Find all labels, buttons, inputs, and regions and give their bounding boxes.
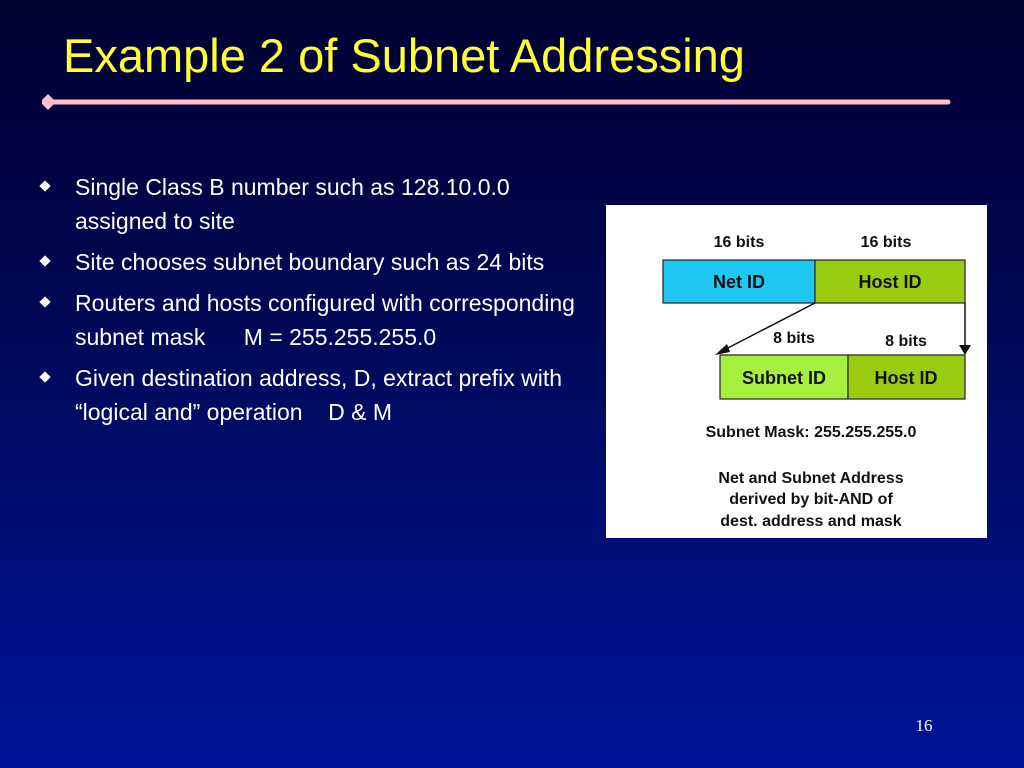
subnet-diagram	[606, 205, 987, 538]
top-bits-label-right: 16 bits	[860, 234, 912, 251]
bullet-text: Site chooses subnet boundary such as 24 bits	[75, 249, 545, 275]
page-number: 16	[915, 716, 933, 735]
mid-bits-label-left: 8 bits	[773, 330, 815, 347]
caption-line-1: Net and Subnet Address	[718, 470, 904, 487]
bullet-text: Given destination address, D, extract prefix with “logical and” operation D & M	[75, 365, 563, 425]
caption-line-3: dest. address and mask	[720, 513, 902, 530]
host-id-label-top: Host ID	[858, 272, 922, 292]
bullet-item	[38, 361, 583, 429]
top-bits-label-left: 16 bits	[713, 234, 765, 251]
diamond-icon	[42, 94, 56, 110]
bullet-item	[38, 170, 583, 238]
diamond-bullet-icon	[39, 180, 50, 191]
bullet-item	[38, 245, 583, 279]
diamond-bullet-icon	[39, 371, 50, 382]
title-underline	[42, 90, 954, 114]
subnet-mask-text: Subnet Mask: 255.255.255.0	[705, 424, 917, 441]
subnet-id-label: Subnet ID	[742, 368, 826, 388]
bullet-text: Single Class B number such as 128.10.0.0 assigned to site	[75, 174, 510, 234]
mid-bits-label-right: 8 bits	[885, 333, 927, 350]
arrow-down-left	[715, 303, 815, 355]
bullet-item	[38, 286, 583, 354]
bullet-list	[38, 170, 583, 436]
arrow-down-right	[959, 303, 971, 355]
caption-line-2: derived by bit-AND of	[729, 491, 893, 508]
host-id-label-bottom: Host ID	[874, 368, 938, 388]
net-id-label: Net ID	[712, 272, 766, 292]
slide-title: Example 2 of Subnet Addressing	[63, 29, 745, 82]
diamond-bullet-icon	[39, 255, 50, 266]
diamond-bullet-icon	[39, 296, 50, 307]
bullet-text: Routers and hosts configured with corresponding subnet mask M = 255.255.255.0	[75, 290, 575, 350]
